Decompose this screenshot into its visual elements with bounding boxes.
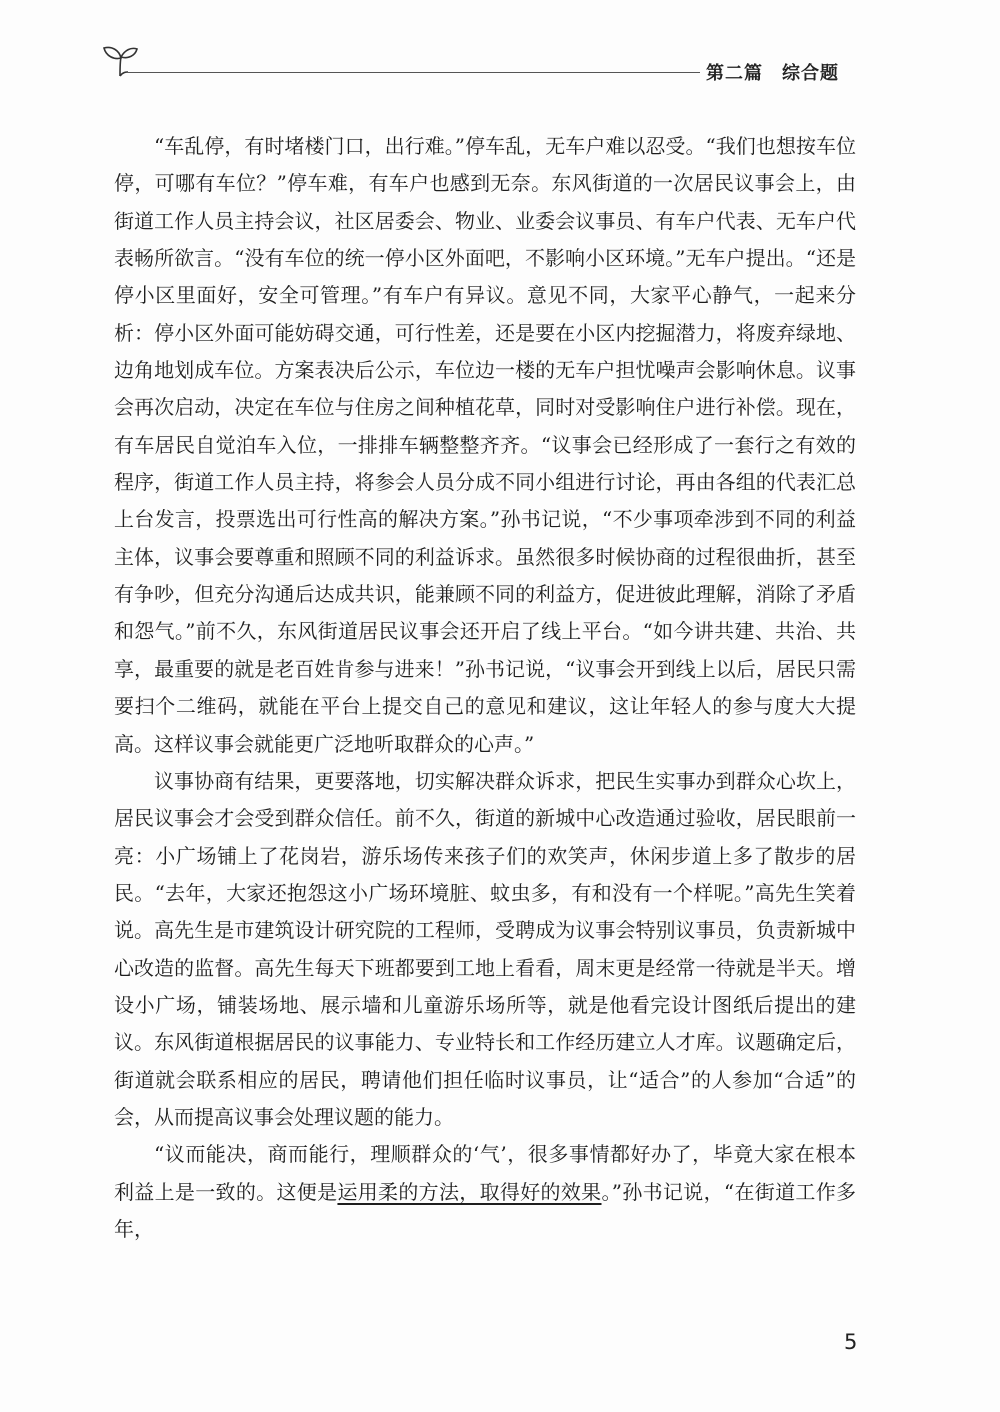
sprout-icon <box>100 40 140 80</box>
article-body <box>114 128 856 1248</box>
paragraph-2: 议事协商有结果，更要落地，切实解决群众诉求，把民生实事办到群众心坎上，居民议事会才会受到群众信任。前不久，街道的新城中心改造通过验收，居民眼前一亮：小广场铺上了花岗岩，游乐场传来孩子们的欢笑声，休闲步道上多了散步的居民。“去年，大家还抱怨这小广场环境脏、蚊虫多，有和没有一个样呢。”高先生笑着说。高先生是市建筑设计研究院的工程师，受聘成为议事会特别议事员，负责新城中心改造的监督。高先生每天下班都要到工地上看看，周末更是经常一待就是半天。增设小广场，铺装场地、展示墙和儿童游乐场所等，就是他看完设计图纸后提出的建议。东风街道根据居民的议事能力、专业特长和工作经历建立人才库。议题确定后，街道就会联系相应的居民，聘请他们担任临时议事员，让“适合”的人参加“合适”的会，从而提高议事会处理议题的能力。 <box>114 768 856 1129</box>
paragraph-3-lead: “议而能决，商而能行，理顺群众的‘气’，很多事情都好办了，毕竟大家在根本利益上是一致的。这便是 <box>114 1142 856 1204</box>
page-header <box>0 0 1000 100</box>
paragraph-3-tail: 。”孙书记说，“在街道工作多年， <box>114 1179 857 1241</box>
page-number: 5 <box>844 1330 858 1354</box>
paragraph-1: “车乱停，有时堵楼门口，出行难。”停车乱，无车户难以忍受。“我们也想按车位停，可哪有车位？”停车难，有车户也感到无奈。东风街道的一次居民议事会上，由街道工作人员主持会议，社区居委会、物业、业委会议事员、有车户代表、无车户代表畅所欲言。“没有车位的统一停小区外面吧，不影响小区环境。”无车户提出。“还是停小区里面好，安全可管理。”有车户有异议。意见不同，大家平心静气，一起来分析：停小区外面可能妨碍交通，可行性差，还是要在小区内挖掘潜力，将废弃绿地、边角地划成车位。方案表决后公示，车位边一楼的无车户担忧噪声会影响休息。议事会再次启动，决定在车位与住房之间种植花草，同时对受影响住户进行补偿。现在，有车居民自觉泊车入位，一排排车辆整整齐齐。“议事会已经形成了一套行之有效的程序，街道工作人员主持，将参会人员分成不同小组进行讨论，再由各组的代表汇总上台发言，投票选出可行性高的解决方案。”孙书记说，“不少事项牵涉到不同的利益主体，议事会要尊重和照顾不同的利益诉求。虽然很多时候协商的过程很曲折，甚至有争吵，但充分沟通后达成共识，能兼顾不同的利益方，促进彼此理解，消除了矛盾和怨气。”前不久，东风街道居民议事会还开启了线上平台。“如今讲共建、共治、共享，最重要的就是老百姓肯参与进来！”孙书记说，“议事会开到线上以后，居民只需要扫个二维码，就能在平台上提交自己的意见和建议，这让年轻人的参与度大大提高。这样议事会就能更广泛地听取群众的心声。” <box>114 134 856 756</box>
underlined-phrase: 运用柔的方法，取得好的效果 <box>337 1179 602 1204</box>
header-rule <box>128 72 700 73</box>
paragraph-3 <box>114 1136 856 1248</box>
section-title: 第二篇 综合题 <box>706 63 839 84</box>
